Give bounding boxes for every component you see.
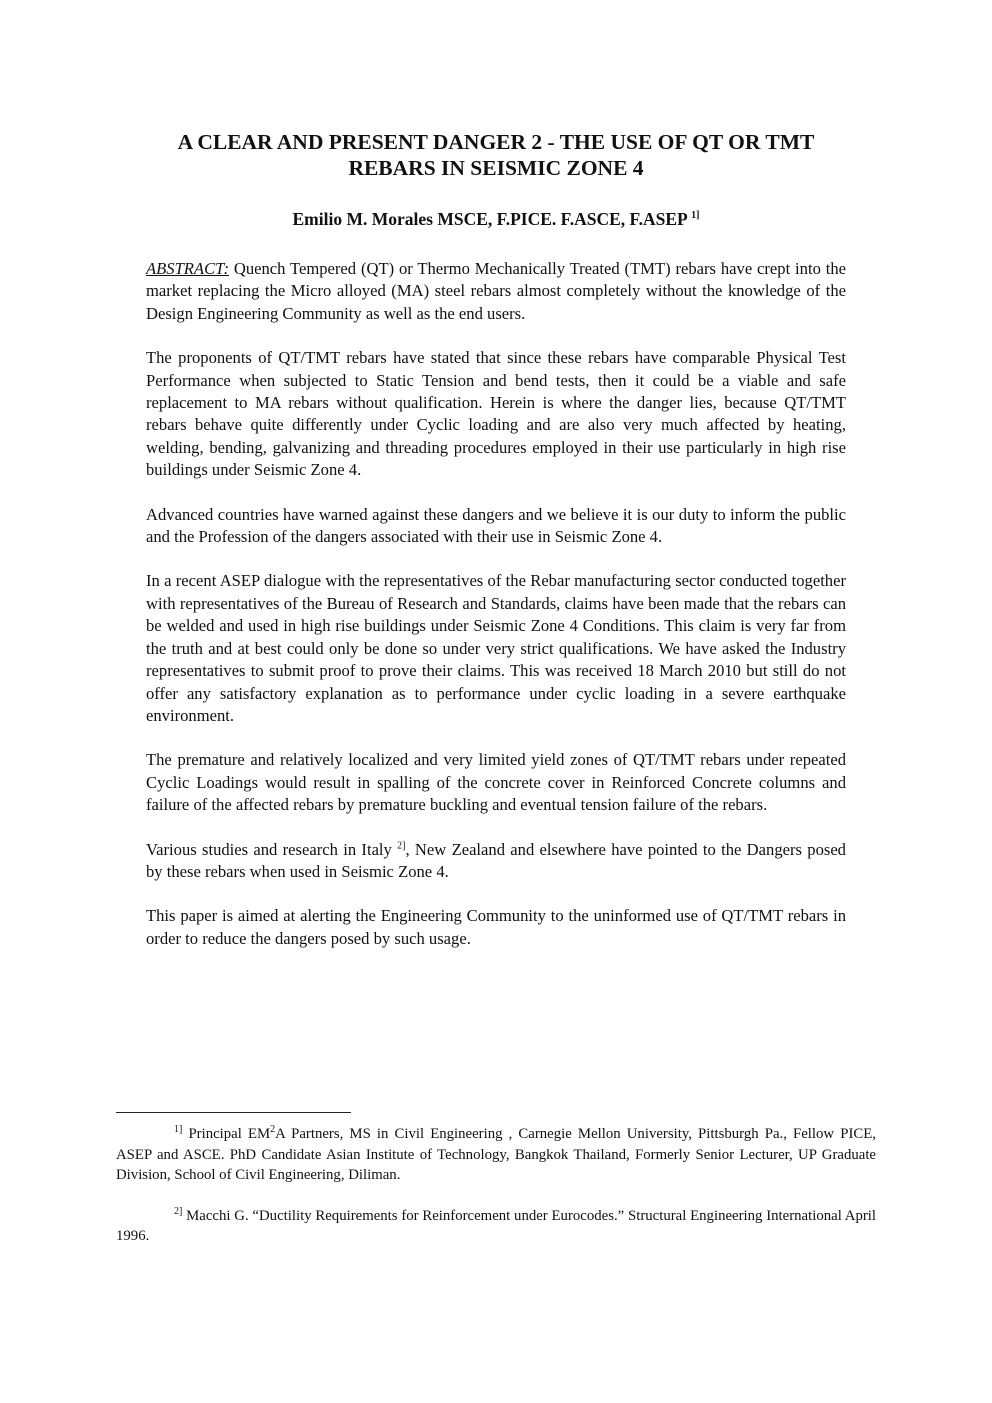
footnote-1-text-after: A Partners, MS in Civil Engineering , Carnegie Mellon University, Pittsburgh Pa., Fellow PICE, ASEP and ASCE. PhD Candidate Asian Institute of Technology, Bangkok Thailand, Formerly Senior Lecturer, UP Graduate Division, School of Civil Engineering, Diliman.: [116, 1126, 876, 1184]
footnote-1-mark: 1]: [174, 1124, 183, 1136]
body-paragraph-2: Advanced countries have warned against these dangers and we believe it is our duty to inform the public and the Profession of the dangers associated with their use in Seismic Zone 4.: [146, 504, 846, 547]
paper-body: [146, 258, 846, 972]
footnote-2-ref: 2]: [397, 840, 406, 851]
footnote-1: [116, 1124, 876, 1186]
body-paragraph-4: The premature and relatively localized and very limited yield zones of QT/TMT rebars under repeated Cyclic Loadings would result in spalling of the concrete cover in Reinforced Concrete columns and failure of the affected rebars by premature buckling and eventual tension failure of the rebars.: [146, 750, 846, 815]
footnote-2: [116, 1206, 876, 1247]
footnote-2-text: Macchi G. “Ductility Requirements for Reinforcement under Eurocodes.” Structural Engineering International April 1996.: [116, 1207, 876, 1245]
author-name: Emilio M. Morales MSCE, F.PICE. F.ASCE, F.ASEP: [292, 209, 687, 229]
body-paragraph-6: This paper is aimed at alerting the Engineering Community to the uninformed use of QT/TMT rebars in order to reduce the dangers posed by such usage.: [146, 906, 846, 948]
paper-title: A CLEAR AND PRESENT DANGER 2 - THE USE OF QT OR TMT REBARS IN SEISMIC ZONE 4: [177, 130, 815, 180]
abstract-text: Quench Tempered (QT) or Thermo Mechanically Treated (TMT) rebars have crept into the market replacing the Micro alloyed (MA) steel rebars almost completely without the knowledge of the Design Engineering Community as well as the end users.: [146, 259, 846, 323]
italy-text-before: Various studies and research in Italy: [146, 839, 398, 859]
footnote-2-mark: 2]: [174, 1205, 183, 1217]
author-line: [140, 207, 852, 231]
footnotes: [116, 1124, 876, 1267]
body-paragraph-1: The proponents of QT/TMT rebars have stated that since these rebars have comparable Physical Test Performance when subjected to Static Tension and bend tests, then it could be a viable and safe replacement to MA rebars without qualification. Herein is where the danger lies, because QT/TMT rebars behave quite differently under Cyclic loading and are also very much affected by heating, welding, bending, galvanizing and threading procedures employed in their use particularly in high rise buildings under Seismic Zone 4.: [146, 348, 846, 480]
italy-text-after: , New Zealand and elsewhere have pointed to the Dangers posed by these rebars when used in Seismic Zone 4.: [146, 839, 846, 881]
body-paragraph-5: [146, 839, 846, 884]
body-paragraph-3: In a recent ASEP dialogue with the representatives of the Rebar manufacturing sector conducted together with representatives of the Bureau of Research and Standards, claims have been made that the rebars can be welded and used in high rise buildings under Seismic Zone 4 Conditions. This claim is very far from the truth and at best could only be done so under very strict qualifications. We have asked the Industry representatives to submit proof to prove their claims. This was received 18 March 2010 but still do not offer any satisfactory explanation as to performance under cyclic loading in a severe earthquake environment.: [146, 571, 846, 725]
footnote-1-superscript: 2: [270, 1124, 276, 1136]
author-footnote-mark: 1]: [691, 210, 700, 222]
abstract-paragraph: [146, 258, 846, 325]
abstract-label: ABSTRACT:: [146, 259, 229, 278]
footnote-1-text-before: Principal EM: [182, 1126, 271, 1142]
footnote-separator: [116, 1112, 351, 1113]
